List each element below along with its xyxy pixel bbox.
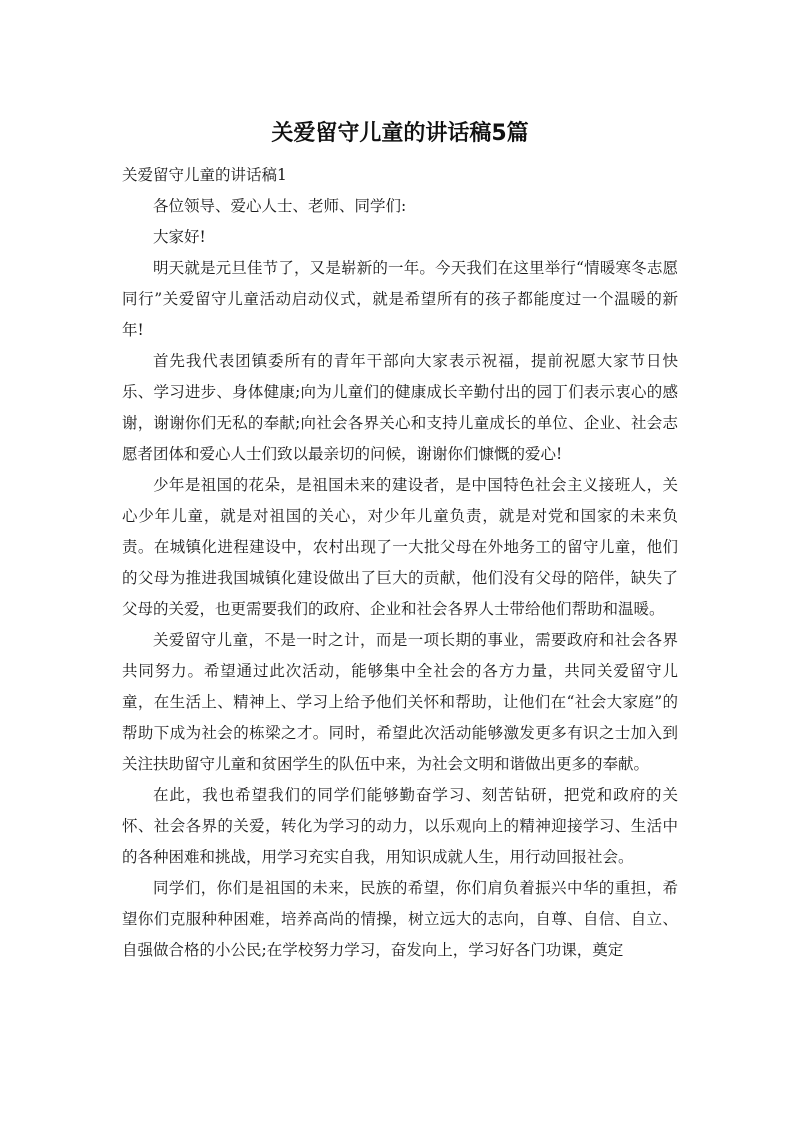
paragraph: 首先我代表团镇委所有的青年干部向大家表示祝福，提前祝愿大家节日快乐、学习进步、身体健康;向为儿童们的健康成长辛勤付出的园丁们表示衷心的感谢，谢谢你们无私的奉献;向社会各界关心和支持儿童成长的单位、企业、社会志愿者团体和爱心人士们致以最亲切的问候，谢谢你们慷慨的爱心! [122, 352, 678, 463]
paragraph: 明天就是元旦佳节了，又是崭新的一年。今天我们在这里举行“情暖寒冬志愿同行”关爱留守儿童活动启动仪式，就是希望所有的孩子都能度过一个温暖的新年! [122, 259, 678, 339]
paragraph: 少年是祖国的花朵，是祖国未来的建设者，是中国特色社会主义接班人，关心少年儿童，就是对祖国的关心，对少年儿童负责，就是对党和国家的未来负责。在城镇化进程建设中，农村出现了一大批父母在外地务工的留守儿童，他们的父母为推进我国城镇化建设做出了巨大的贡献，他们没有父母的陪伴，缺失了父母的关爱，也更需要我们的政府、企业和社会各界人士带给他们帮助和温暖。 [122, 476, 678, 618]
document-body [122, 160, 678, 966]
paragraph: 在此，我也希望我们的同学们能够勤奋学习、刻苦钻研，把党和政府的关怀、社会各界的关爱，转化为学习的动力，以乐观向上的精神迎接学习、生活中的各种困难和挑战，用学习充实自我，用知识成就人生，用行动回报社会。 [122, 786, 678, 866]
paragraph-greeting: 大家好! [153, 228, 206, 246]
page-title: 关爱留守儿童的讲话稿5篇 [271, 121, 529, 146]
paragraph: 关爱留守儿童，不是一时之计，而是一项长期的事业，需要政府和社会各界共同努力。希望通过此次活动，能够集中全社会的各方力量，共同关爱留守儿童，在生活上、精神上、学习上给予他们关怀和帮助，让他们在“社会大家庭”的帮助下成为社会的栋梁之才。同时，希望此次活动能够激发更多有识之士加入到关注扶助留守儿童和贫困学生的队伍中来，为社会文明和谐做出更多的奉献。 [122, 631, 678, 773]
section-heading: 关爱留守儿童的讲话稿1 [122, 166, 287, 184]
paragraph-salutation: 各位领导、爱心人士、老师、同学们: [153, 197, 407, 215]
paragraph: 同学们，你们是祖国的未来，民族的希望，你们肩负着振兴中华的重担，希望你们克服种种困难，培养高尚的情操，树立远大的志向，自尊、自信、自立、自强做合格的小公民;在学校努力学习，奋发向上，学习好各门功课，奠定 [122, 879, 678, 959]
